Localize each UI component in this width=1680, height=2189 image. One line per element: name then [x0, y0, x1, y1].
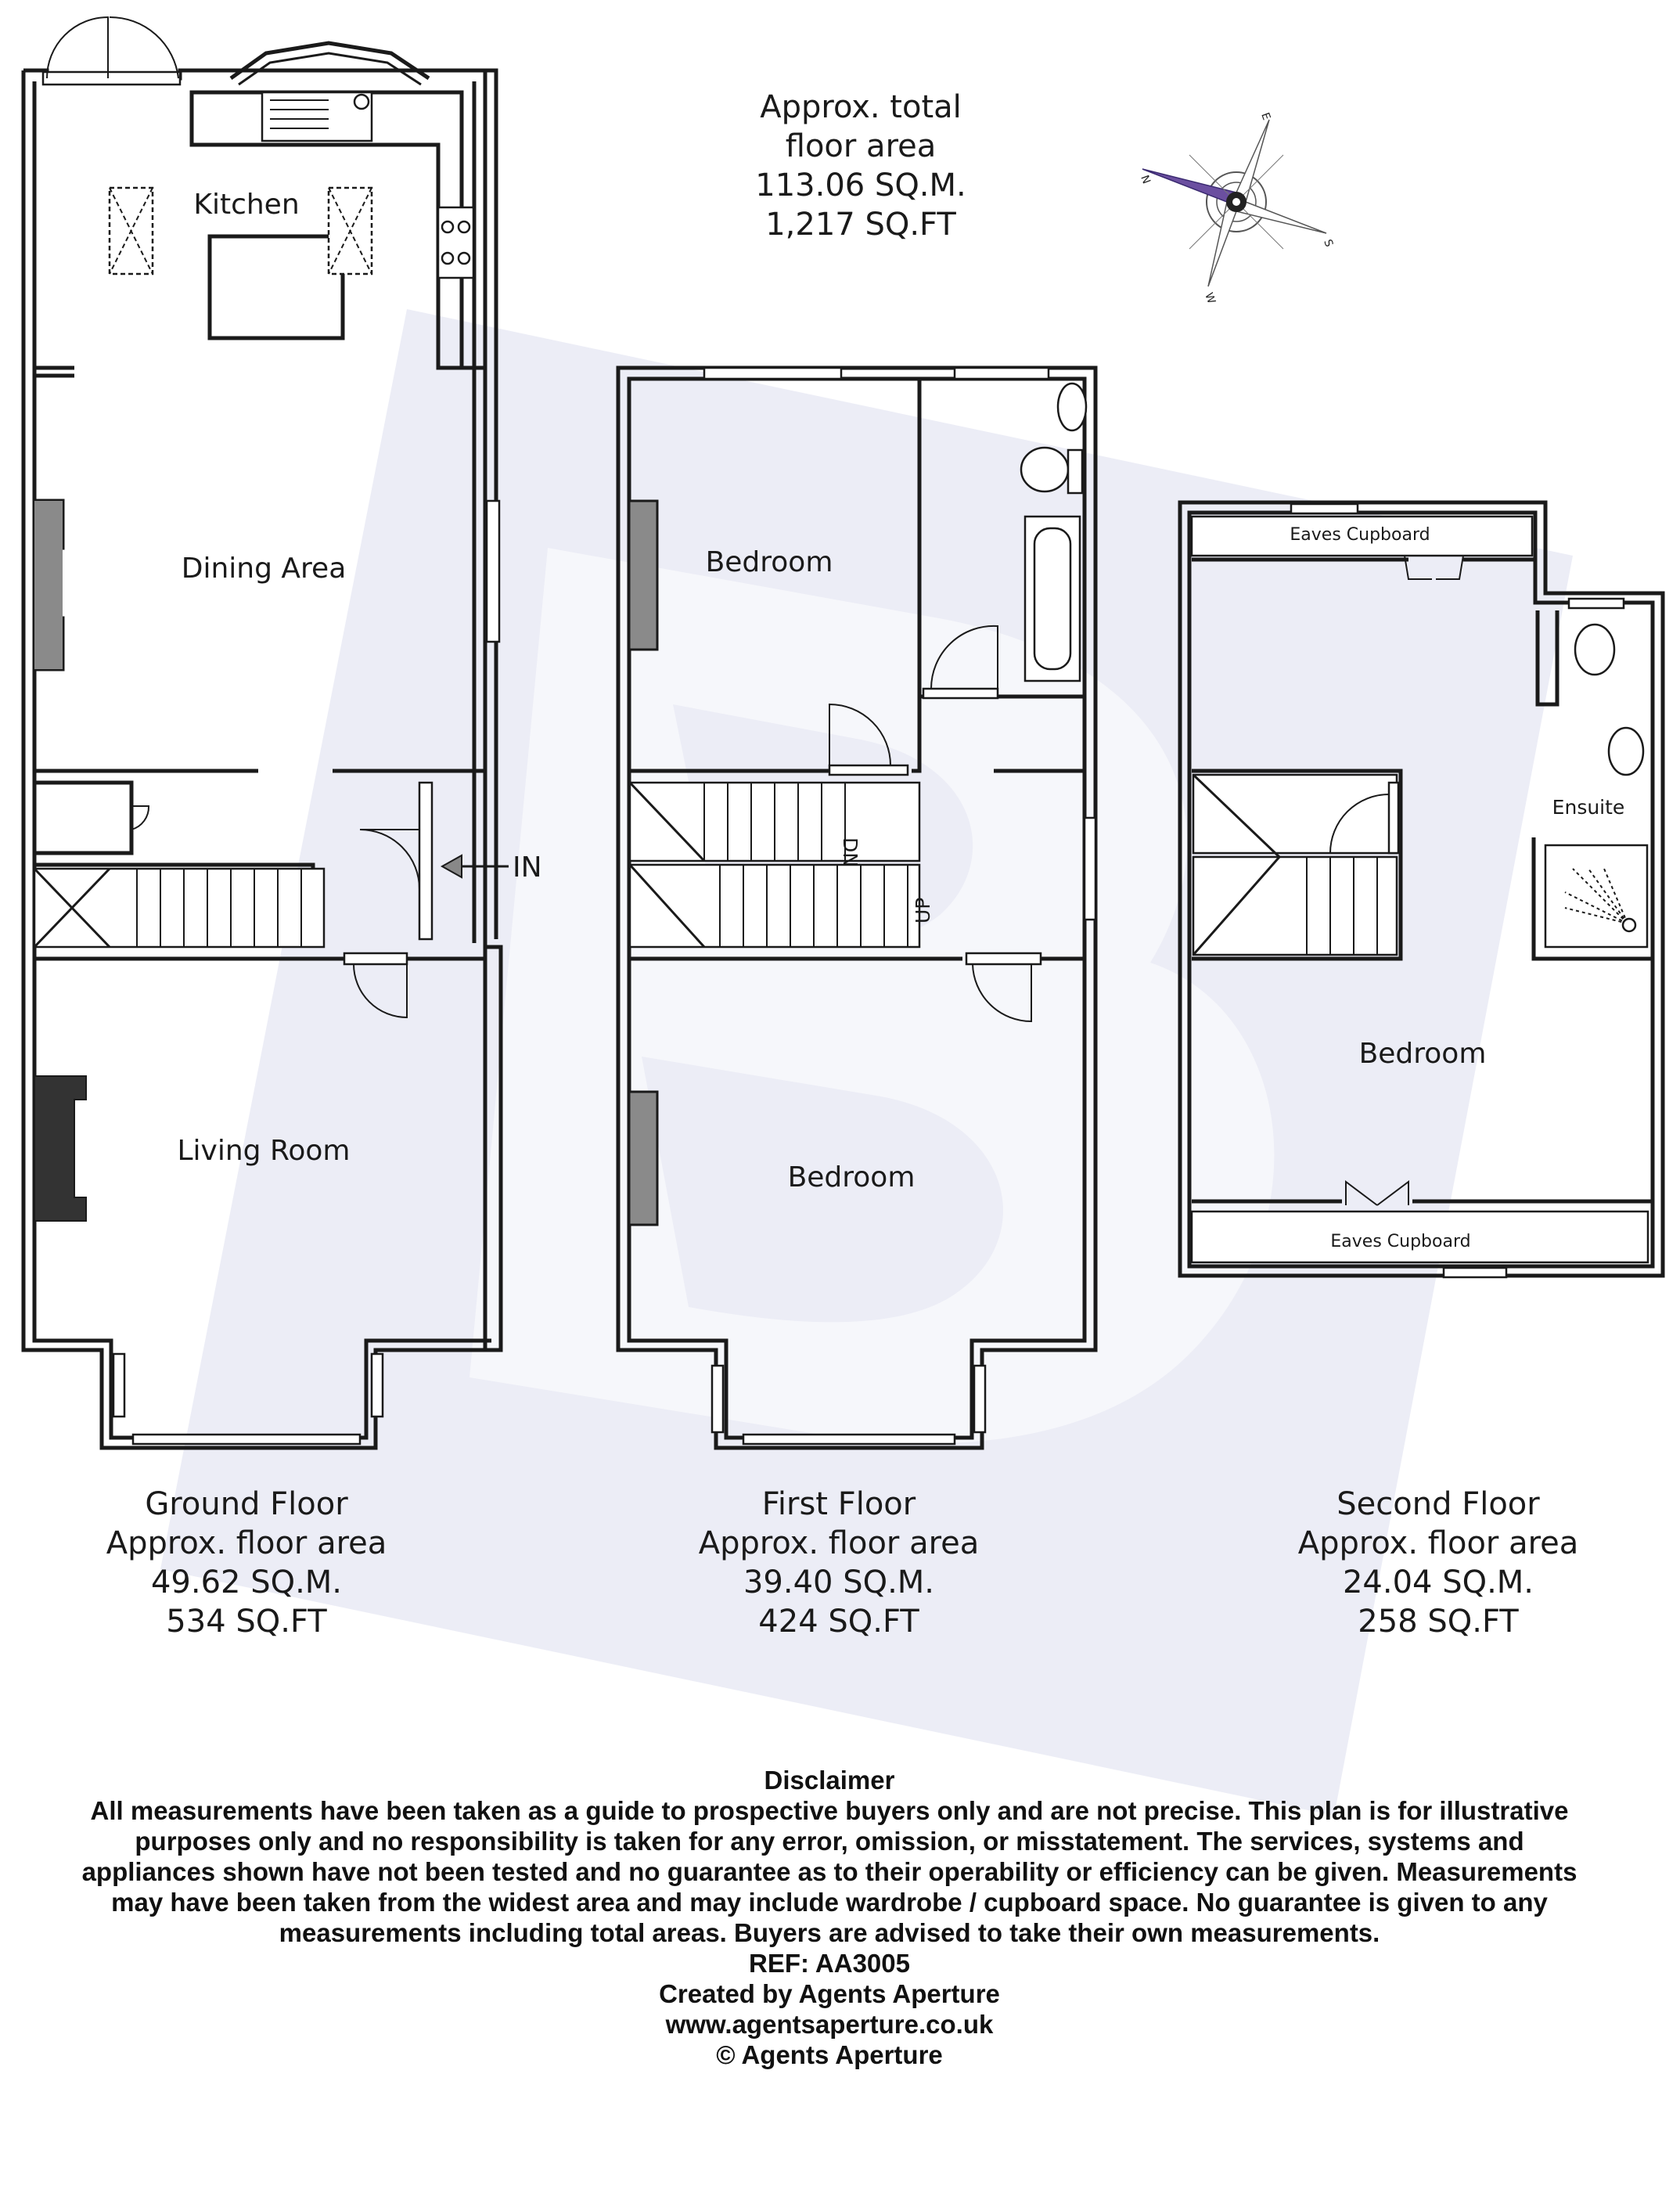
- compass-e: E: [1258, 110, 1273, 122]
- compass-s: S: [1321, 237, 1336, 249]
- total-area-block: [755, 89, 966, 243]
- room-label-kitchen: Kitchen: [193, 189, 300, 221]
- room-label-living-room: Living Room: [177, 1135, 351, 1167]
- second-floor-area-label: Approx. floor area: [1297, 1525, 1579, 1561]
- created-by: Created by Agents Aperture: [659, 1979, 1000, 2008]
- website-link[interactable]: www.agentsaperture.co.uk: [665, 2010, 994, 2039]
- second-floor-title: Second Floor: [1336, 1486, 1540, 1522]
- first-floor-title: First Floor: [761, 1486, 916, 1522]
- room-label-bedroom-front: Bedroom: [787, 1161, 916, 1194]
- room-label-bedroom-second: Bedroom: [1358, 1038, 1487, 1070]
- total-area-line1: Approx. total: [760, 89, 962, 125]
- disclaimer-heading: Disclaimer: [764, 1766, 895, 1795]
- room-label-eaves-cupboard-top: Eaves Cupboard: [1290, 525, 1430, 545]
- first-floor-sqm: 39.40 SQ.M.: [743, 1564, 935, 1600]
- ground-floor-sqm: 49.62 SQ.M.: [150, 1564, 343, 1600]
- ground-floor-area-label: Approx. floor area: [106, 1525, 387, 1561]
- first-floor-area-label: Approx. floor area: [698, 1525, 980, 1561]
- total-area-sqft: 1,217 SQ.FT: [765, 207, 956, 243]
- stairs-up-label: UP: [912, 897, 934, 923]
- disclaimer-body: All measurements have been taken as a guide to prospective buyers only and are not precise. This plan is for illustrative purposes only and no responsibility is taken for any error, omission, or misstatement. The services, systems and appliances shown have not been tested and no guarantee as to their operability or efficiency can be given. Measurements may have been taken from the widest area and may include wardrobe / cupboard space. No guarantee is given to any measurements including total areas. Buyers are advised to take their own measurements.: [81, 1796, 1577, 1947]
- entry-label: IN: [513, 851, 542, 884]
- second-floor-sqft: 258 SQ.FT: [1358, 1604, 1519, 1640]
- room-label-eaves-cupboard-bottom: Eaves Cupboard: [1330, 1232, 1471, 1251]
- stairs-down-label: DN: [839, 837, 862, 867]
- total-area-sqm: 113.06 SQ.M.: [755, 167, 966, 203]
- compass-n: N: [1138, 173, 1153, 186]
- second-floor-sqm: 24.04 SQ.M.: [1342, 1564, 1534, 1600]
- copyright: © Agents Aperture: [716, 2040, 943, 2069]
- ground-floor-sqft: 534 SQ.FT: [166, 1604, 327, 1640]
- compass-w: W: [1202, 290, 1218, 306]
- total-area-line2: floor area: [785, 128, 937, 164]
- room-label-ensuite: Ensuite: [1552, 796, 1625, 819]
- compass-rose-icon: [1138, 111, 1335, 306]
- first-floor-sqft: 424 SQ.FT: [758, 1604, 919, 1640]
- room-label-bedroom-rear: Bedroom: [705, 546, 833, 578]
- reference-number: REF: AA3005: [748, 1949, 910, 1978]
- room-label-dining-area: Dining Area: [181, 553, 347, 585]
- ground-floor-title: Ground Floor: [145, 1486, 348, 1522]
- disclaimer-block: [70, 1765, 1588, 2070]
